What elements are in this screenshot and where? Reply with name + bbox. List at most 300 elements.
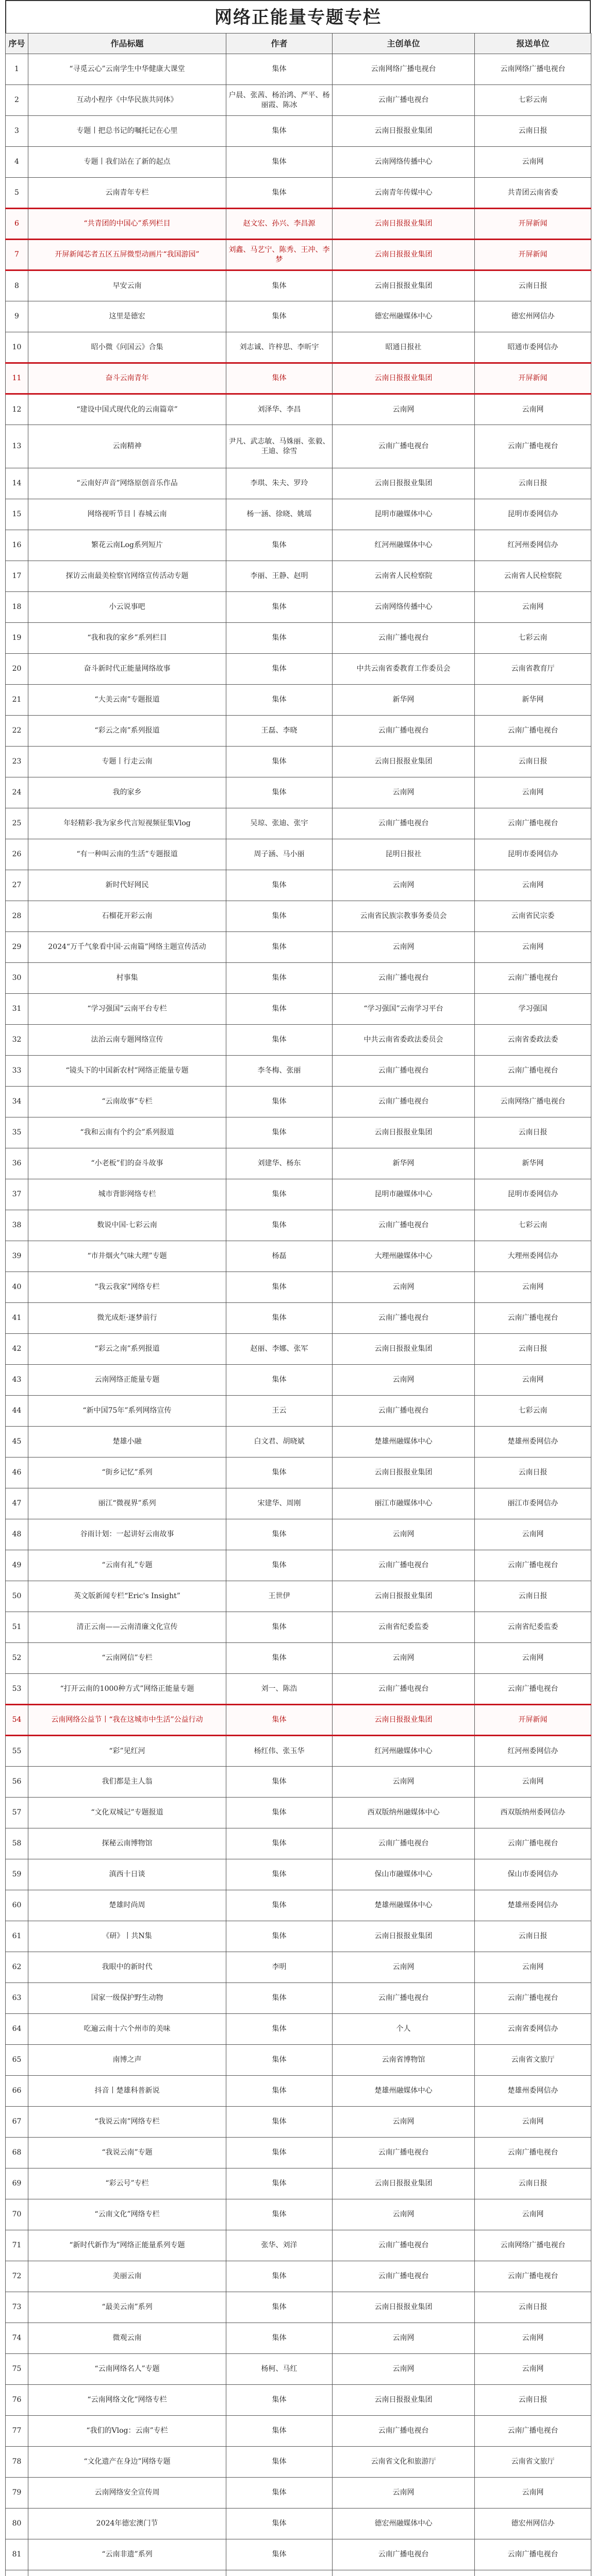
page-title: 网络正能量专题专栏 <box>5 0 591 33</box>
row-author: 赵丽、李娜、张军 <box>226 1334 333 1365</box>
table-row <box>6 685 591 716</box>
row-org: 云南广播电视台 <box>333 1056 475 1087</box>
row-no: 11 <box>6 363 28 394</box>
row-title: “有一种叫云南的生活”专题报道 <box>28 839 226 870</box>
row-org: 云南广播电视台 <box>333 2261 475 2292</box>
row-no: 64 <box>6 2014 28 2045</box>
row-title: 楚雄小融 <box>28 1427 226 1458</box>
row-no: 24 <box>6 777 28 808</box>
row-author: 集体 <box>226 1210 333 1241</box>
row-org: 云南网 <box>333 1643 475 1674</box>
table-row <box>6 994 591 1025</box>
row-title: “彩云之南”系列报道 <box>28 1334 226 1365</box>
row-title: “街乡记忆”系列 <box>28 1458 226 1488</box>
row-author: 赵文宏、孙兴、李昌源 <box>226 209 333 240</box>
row-author: 集体 <box>226 1303 333 1334</box>
row-author: 集体 <box>226 2509 333 2539</box>
page <box>5 0 591 2576</box>
row-title: 数说中国·七彩云南 <box>28 1210 226 1241</box>
row-author: 杨磊 <box>226 1241 333 1272</box>
row-no: 79 <box>6 2478 28 2509</box>
table-row <box>6 2230 591 2261</box>
table-row <box>6 499 591 530</box>
row-org: 云南日报报业集团 <box>333 240 475 270</box>
row-no: 74 <box>6 2323 28 2354</box>
row-org: 云南日报报业集团 <box>333 1581 475 1612</box>
row-recommender: 云南广播电视台 <box>475 963 591 994</box>
row-no: 30 <box>6 963 28 994</box>
row-org: 楚雄州融媒体中心 <box>333 1890 475 1921</box>
row-title: 国家一级保护野生动物 <box>28 1983 226 2014</box>
row-recommender: 新华网 <box>475 685 591 716</box>
row-no: 53 <box>6 1674 28 1705</box>
row-author: 集体 <box>226 1921 333 1952</box>
row-title: 互动小程序《中华民族共同体》 <box>28 85 226 116</box>
row-recommender: 开屏新闻 <box>475 1705 591 1736</box>
row-org: 云南日报报业集团 <box>333 747 475 777</box>
row-author: 集体 <box>226 685 333 716</box>
row-recommender: 云南网络广播电视台 <box>475 1087 591 1117</box>
row-no: 38 <box>6 1210 28 1241</box>
table-row <box>6 592 591 623</box>
row-org: 云南网 <box>333 1767 475 1798</box>
row-no: 54 <box>6 1705 28 1736</box>
row-no: 16 <box>6 530 28 561</box>
row-no: 70 <box>6 2199 28 2230</box>
row-title: 村事集 <box>28 963 226 994</box>
table-row <box>6 2354 591 2385</box>
row-title: 新时代好网民 <box>28 870 226 901</box>
row-org: 红河州融媒体中心 <box>333 1736 475 1767</box>
row-org: 昆明市融媒体中心 <box>333 499 475 530</box>
table-row <box>6 178 591 209</box>
row-author: 集体 <box>226 2539 333 2570</box>
table-row <box>6 1087 591 1117</box>
row-recommender: 云南网 <box>475 2354 591 2385</box>
row-author: 集体 <box>226 2168 333 2199</box>
row-recommender: 德宏州网信办 <box>475 2509 591 2539</box>
row-recommender: 云南广播电视台 <box>475 1828 591 1859</box>
table-row <box>6 468 591 499</box>
table-row <box>6 2107 591 2138</box>
table-row <box>6 2292 591 2323</box>
row-title: “寻觅云心”云南学生中华健康大课堂 <box>28 54 226 85</box>
row-no: 37 <box>6 1179 28 1210</box>
row-author: 集体 <box>226 1705 333 1736</box>
row-org: 中共云南省委政法委员会 <box>333 1025 475 1056</box>
table-row <box>6 1241 591 1272</box>
row-title: “我和我的家乡”系列栏目 <box>28 623 226 654</box>
row-recommender <box>475 2570 591 2576</box>
row-no: 17 <box>6 561 28 592</box>
row-no: 3 <box>6 116 28 147</box>
table-row <box>6 2014 591 2045</box>
row-author: 集体 <box>226 1458 333 1488</box>
row-no: 25 <box>6 808 28 839</box>
row-no: 33 <box>6 1056 28 1087</box>
row-org: 云南广播电视台 <box>333 2138 475 2168</box>
table-row-highlighted <box>6 363 591 394</box>
row-title: “云南非遗”系列 <box>28 2539 226 2570</box>
row-author: 王世伊 <box>226 1581 333 1612</box>
row-title: 专题丨把总书记的嘱托记在心里 <box>28 116 226 147</box>
header-recommender: 报送单位 <box>475 33 591 54</box>
row-title: 美丽云南 <box>28 2261 226 2292</box>
row-no: 65 <box>6 2045 28 2076</box>
table-row <box>6 2076 591 2107</box>
row-recommender: 开屏新闻 <box>475 240 591 270</box>
row-org: 云南广播电视台 <box>333 1828 475 1859</box>
row-no: 50 <box>6 1581 28 1612</box>
row-org: 楚雄州融媒体中心 <box>333 2076 475 2107</box>
row-no: 76 <box>6 2385 28 2416</box>
row-author: 集体 <box>226 363 333 394</box>
row-org: 个人 <box>333 2014 475 2045</box>
row-title: “新中国75年”系列网络宣传 <box>28 1396 226 1427</box>
row-recommender: 新华网 <box>475 1148 591 1179</box>
row-title: “我们的Vlog：云南”专栏 <box>28 2416 226 2447</box>
row-no: 6 <box>6 209 28 240</box>
row-org: 云南省民族宗教事务委员会 <box>333 901 475 932</box>
row-recommender: 云南省民宗委 <box>475 901 591 932</box>
row-title: “云南网信”专栏 <box>28 1643 226 1674</box>
row-org: 云南日报报业集团 <box>333 270 475 301</box>
row-recommender: 云南日报 <box>475 1334 591 1365</box>
row-author: 王磊、李晓 <box>226 716 333 747</box>
row-recommender: 红河州委网信办 <box>475 530 591 561</box>
row-author: 集体 <box>226 1643 333 1674</box>
row-title: 城市背影网络专栏 <box>28 1179 226 1210</box>
row-title: 2024年德宏澳门节 <box>28 2509 226 2539</box>
row-recommender: 云南日报 <box>475 468 591 499</box>
row-recommender: 共青团云南省委 <box>475 178 591 209</box>
table-row <box>6 1643 591 1674</box>
table-row <box>6 963 591 994</box>
row-title: 云南青年专栏 <box>28 178 226 209</box>
row-org: 云南日报报业集团 <box>333 1334 475 1365</box>
row-recommender: 云南网 <box>475 1643 591 1674</box>
row-author: 集体 <box>226 301 333 332</box>
row-recommender: 云南日报 <box>475 2292 591 2323</box>
row-org: 云南省文化和旅游厅 <box>333 2447 475 2478</box>
row-no: 66 <box>6 2076 28 2107</box>
row-author: 李明 <box>226 1952 333 1983</box>
table-row <box>6 2323 591 2354</box>
table-row <box>6 2138 591 2168</box>
row-no: 59 <box>6 1859 28 1890</box>
row-org: 云南省博物馆 <box>333 2045 475 2076</box>
table-row <box>6 2261 591 2292</box>
row-author: 集体 <box>226 994 333 1025</box>
row-title: 微光成炬·逐梦前行 <box>28 1303 226 1334</box>
table-row <box>6 394 591 425</box>
row-org: 云南日报报业集团 <box>333 2385 475 2416</box>
row-author: 白文君、胡晓斌 <box>226 1427 333 1458</box>
row-no: 19 <box>6 623 28 654</box>
row-org: 云南日报报业集团 <box>333 1458 475 1488</box>
row-title: 这里是德宏 <box>28 301 226 332</box>
row-author: 集体 <box>226 870 333 901</box>
row-no: 15 <box>6 499 28 530</box>
row-no: 28 <box>6 901 28 932</box>
table-row <box>6 1117 591 1148</box>
row-title: 南博之声 <box>28 2045 226 2076</box>
row-org: 云南广播电视台 <box>333 623 475 654</box>
row-recommender: 云南广播电视台 <box>475 716 591 747</box>
row-title: “大美云南”专题报道 <box>28 685 226 716</box>
row-recommender: 昆明市委网信办 <box>475 839 591 870</box>
row-author: 集体 <box>226 270 333 301</box>
row-author: 集体 <box>226 530 333 561</box>
row-org: 云南网 <box>333 1519 475 1550</box>
row-org: “学习强国”云南学习平台 <box>333 994 475 1025</box>
table-row <box>6 1983 591 2014</box>
row-title: “彩”见红河 <box>28 1736 226 1767</box>
row-org: 楚雄州融媒体中心 <box>333 1427 475 1458</box>
row-recommender: 云南日报 <box>475 2385 591 2416</box>
row-recommender: 开屏新闻 <box>475 363 591 394</box>
row-no: 61 <box>6 1921 28 1952</box>
row-author: 尹凡、武志敏、马姝丽、张毅、王迪、徐雪 <box>226 425 333 468</box>
row-org: 云南日报报业集团 <box>333 1117 475 1148</box>
table-row <box>6 808 591 839</box>
row-title: 云南网络安全宣传周 <box>28 2478 226 2509</box>
row-title: 我的家乡 <box>28 777 226 808</box>
row-title: 滇西十日谈 <box>28 1859 226 1890</box>
row-title: “彩云号”专栏 <box>28 2168 226 2199</box>
row-recommender: 云南日报 <box>475 747 591 777</box>
row-recommender: 西双版纳州委网信办 <box>475 1798 591 1828</box>
row-recommender: 云南日报 <box>475 1117 591 1148</box>
row-org: 云南广播电视台 <box>333 1674 475 1705</box>
row-author: 集体 <box>226 1272 333 1303</box>
row-org: 云南广播电视台 <box>333 425 475 468</box>
row-no: 27 <box>6 870 28 901</box>
row-author: 集体 <box>226 1179 333 1210</box>
row-no: 4 <box>6 147 28 178</box>
row-title: “打开云南的1000种方式”网络正能量专题 <box>28 1674 226 1705</box>
row-org: 云南网 <box>333 870 475 901</box>
row-org: 云南日报报业集团 <box>333 1921 475 1952</box>
row-no: 29 <box>6 932 28 963</box>
row-no: 12 <box>6 394 28 425</box>
row-recommender: 云南网络广播电视台 <box>475 54 591 85</box>
row-recommender: 七彩云南 <box>475 1210 591 1241</box>
row-no: 23 <box>6 747 28 777</box>
row-author: 李冬梅、张丽 <box>226 1056 333 1087</box>
table-row <box>6 1210 591 1241</box>
table-row <box>6 716 591 747</box>
row-author: 集体 <box>226 747 333 777</box>
row-no: 51 <box>6 1612 28 1643</box>
header-org: 主创单位 <box>333 33 475 54</box>
row-org: 德宏州融媒体中心 <box>333 301 475 332</box>
row-author: 集体 <box>226 2323 333 2354</box>
row-title: 专题丨行走云南 <box>28 747 226 777</box>
row-recommender: 云南广播电视台 <box>475 1303 591 1334</box>
row-title: 石榴花开彩云南 <box>28 901 226 932</box>
row-title: “云南好声音”网络原创音乐作品 <box>28 468 226 499</box>
row-no: 13 <box>6 425 28 468</box>
row-recommender: 云南网络广播电视台 <box>475 2230 591 2261</box>
row-title: 我们都是主人翁 <box>28 1767 226 1798</box>
row-author: 集体 <box>226 1025 333 1056</box>
row-title: 网络视听节目丨春城云南 <box>28 499 226 530</box>
header-author: 作者 <box>226 33 333 54</box>
row-no: 57 <box>6 1798 28 1828</box>
row-title: 年轻精彩·我为家乡代言短视频征集Vlog <box>28 808 226 839</box>
row-org: 云南日报报业集团 <box>333 2168 475 2199</box>
row-org: 德宏州融媒体中心 <box>333 2509 475 2539</box>
row-author: 集体 <box>226 2045 333 2076</box>
row-org: 云南广播电视台 <box>333 808 475 839</box>
row-title: 丽江“微视界”系列 <box>28 1488 226 1519</box>
row-author: 集体 <box>226 777 333 808</box>
row-title: 吃遍云南十六个州市的美味 <box>28 2014 226 2045</box>
row-no: 39 <box>6 1241 28 1272</box>
row-no: 22 <box>6 716 28 747</box>
row-no: 20 <box>6 654 28 685</box>
row-no: 73 <box>6 2292 28 2323</box>
row-org: 云南广播电视台 <box>333 2539 475 2570</box>
row-author: 集体 <box>226 1859 333 1890</box>
row-no: 71 <box>6 2230 28 2261</box>
table-row <box>6 116 591 147</box>
table-row <box>6 2168 591 2199</box>
table-row <box>6 654 591 685</box>
row-recommender: 云南省人民检察院 <box>475 561 591 592</box>
row-title: “学习强国”云南平台专栏 <box>28 994 226 1025</box>
row-recommender: 云南广播电视台 <box>475 2539 591 2570</box>
row-recommender: 云南省教育厅 <box>475 654 591 685</box>
row-title: “文化双城记”专题报道 <box>28 1798 226 1828</box>
row-recommender: 云南广播电视台 <box>475 2416 591 2447</box>
row-org: 新华网 <box>333 1148 475 1179</box>
row-title: 昭小微《问国云》合集 <box>28 332 226 363</box>
table-row <box>6 1952 591 1983</box>
table-row <box>6 1890 591 1921</box>
row-title: “我说云南”专题 <box>28 2138 226 2168</box>
row-author: 杨红伟、张玉华 <box>226 1736 333 1767</box>
row-title: “我说云南”网络专栏 <box>28 2107 226 2138</box>
row-org: 中共云南省委教育工作委员会 <box>333 654 475 685</box>
row-org: 昭通日报社 <box>333 332 475 363</box>
row-no: 77 <box>6 2416 28 2447</box>
row-title: “共青团的中国心”系列栏目 <box>28 209 226 240</box>
row-org: 云南网络广播电视台 <box>333 54 475 85</box>
row-no <box>6 2570 28 2576</box>
row-author: 集体 <box>226 654 333 685</box>
row-org: 云南日报报业集团 <box>333 1705 475 1736</box>
table-row <box>6 932 591 963</box>
row-title: 小云说事吧 <box>28 592 226 623</box>
row-author: 户晨、张茜、杨治鸿、严平、杨丽霞、陈冰 <box>226 85 333 116</box>
row-no: 45 <box>6 1427 28 1458</box>
table-row <box>6 1056 591 1087</box>
row-title: 奋斗新时代正能量网络故事 <box>28 654 226 685</box>
table-row <box>6 1674 591 1705</box>
row-title: “我云我家”网络专栏 <box>28 1272 226 1303</box>
row-title: 楚雄时尚周 <box>28 1890 226 1921</box>
header-title: 作品标题 <box>28 33 226 54</box>
table-row <box>6 1365 591 1396</box>
row-recommender: 云南日报 <box>475 1921 591 1952</box>
row-no: 5 <box>6 178 28 209</box>
row-no: 40 <box>6 1272 28 1303</box>
row-org: 大理州融媒体中心 <box>333 1241 475 1272</box>
table-row <box>6 2385 591 2416</box>
row-title: “云南网络文化”网络专栏 <box>28 2385 226 2416</box>
table-row <box>6 2045 591 2076</box>
row-no: 2 <box>6 85 28 116</box>
row-author: 集体 <box>226 1117 333 1148</box>
row-no: 32 <box>6 1025 28 1056</box>
row-author: 集体 <box>226 2447 333 2478</box>
row-no: 63 <box>6 1983 28 2014</box>
row-recommender: 云南网 <box>475 2478 591 2509</box>
row-recommender: 云南网 <box>475 870 591 901</box>
works-table <box>5 33 591 2576</box>
table-row <box>6 561 591 592</box>
row-org: 云南日报报业集团 <box>333 209 475 240</box>
row-recommender: 云南广播电视台 <box>475 808 591 839</box>
table-row <box>6 747 591 777</box>
row-recommender: 七彩云南 <box>475 1396 591 1427</box>
table-row <box>6 870 591 901</box>
row-no: 78 <box>6 2447 28 2478</box>
row-no: 55 <box>6 1736 28 1767</box>
table-row <box>6 1427 591 1458</box>
row-title: “小老板”们的奋斗故事 <box>28 1148 226 1179</box>
row-no: 56 <box>6 1767 28 1798</box>
row-author: 集体 <box>226 1365 333 1396</box>
row-no: 62 <box>6 1952 28 1983</box>
row-recommender: 保山市委网信办 <box>475 1859 591 1890</box>
row-title: 抖音丨楚雄科普新说 <box>28 2076 226 2107</box>
row-author: 集体 <box>226 901 333 932</box>
table-row <box>6 623 591 654</box>
row-title: “新时代新作为”网络正能量系列专题 <box>28 2230 226 2261</box>
row-title: “文化遗产在身边”网络专题 <box>28 2447 226 2478</box>
row-org: 红河州融媒体中心 <box>333 530 475 561</box>
row-no: 49 <box>6 1550 28 1581</box>
row-author: 集体 <box>226 147 333 178</box>
row-title: 探访云南最美检察官网络宣传活动专题 <box>28 561 226 592</box>
row-org: 云南网络传播中心 <box>333 592 475 623</box>
row-author: 集体 <box>226 2107 333 2138</box>
table-row <box>6 1859 591 1890</box>
table-row <box>6 1519 591 1550</box>
row-title: “我和云南有个约会”系列报道 <box>28 1117 226 1148</box>
row-org: 云南网 <box>333 2107 475 2138</box>
row-org: 云南广播电视台 <box>333 1550 475 1581</box>
row-recommender: 楚雄州委网信办 <box>475 2076 591 2107</box>
row-recommender: 红河州委网信办 <box>475 1736 591 1767</box>
row-org: 云南广播电视台 <box>333 1303 475 1334</box>
row-no: 31 <box>6 994 28 1025</box>
row-org: 丽江市融媒体中心 <box>333 1488 475 1519</box>
row-org: 云南网 <box>333 2478 475 2509</box>
row-title: “镜头下的中国新农村”网络正能量专题 <box>28 1056 226 1087</box>
table-body <box>6 54 591 2576</box>
row-title: 法治云南专题网络宣传 <box>28 1025 226 1056</box>
table-row <box>6 270 591 301</box>
row-recommender: 云南日报 <box>475 116 591 147</box>
row-org: 云南网 <box>333 2199 475 2230</box>
row-title: 清正云南——云南清廉文化宣传 <box>28 1612 226 1643</box>
row-recommender: 云南网 <box>475 1952 591 1983</box>
row-author: 李丽、王静、赵明 <box>226 561 333 592</box>
